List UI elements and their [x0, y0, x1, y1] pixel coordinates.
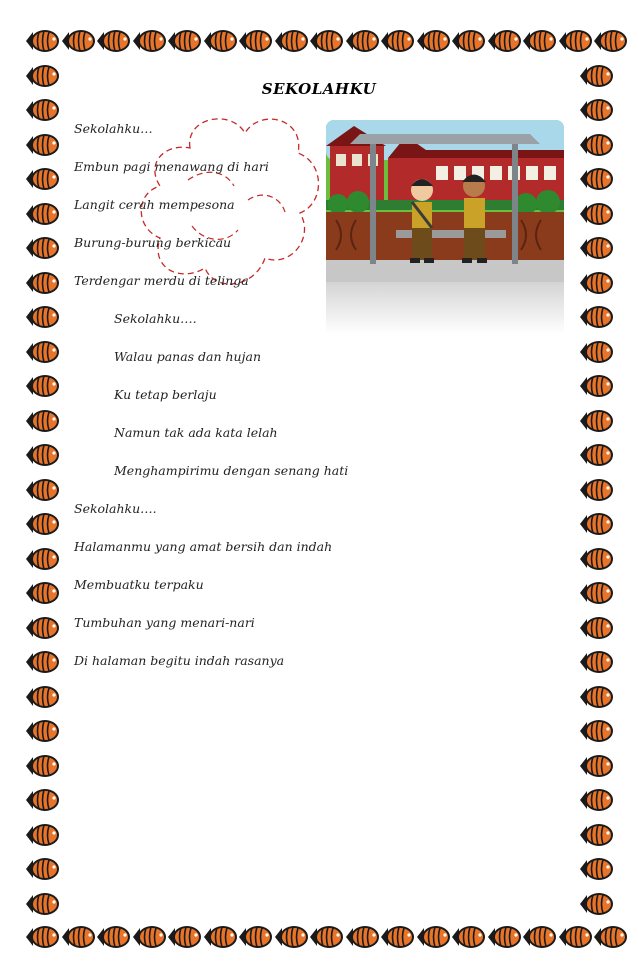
poem-line: Burung-burung berkicau: [74, 235, 232, 250]
fish-icon: [488, 28, 522, 54]
poem-line: Tumbuhan yang menari-nari: [74, 615, 255, 630]
fish-icon: [580, 891, 614, 917]
fish-icon: [26, 615, 60, 641]
fish-icon: [26, 132, 60, 158]
poem-line: Menghampirimu dengan senang hati: [114, 463, 349, 478]
fish-icon: [26, 511, 60, 537]
fish-icon: [168, 924, 202, 950]
fish-icon: [204, 924, 238, 950]
fish-icon: [580, 649, 614, 675]
poem-line: Namun tak ada kata lelah: [114, 425, 278, 440]
fish-icon: [26, 753, 60, 779]
fish-icon: [580, 408, 614, 434]
fish-icon: [580, 822, 614, 848]
fish-icon: [275, 924, 309, 950]
fish-icon: [594, 28, 628, 54]
fish-icon: [580, 270, 614, 296]
fish-icon: [26, 339, 60, 365]
fish-icon: [580, 235, 614, 261]
fish-icon: [417, 924, 451, 950]
poem-line: Sekolahku….: [114, 311, 197, 326]
fish-icon: [381, 924, 415, 950]
fish-icon: [26, 235, 60, 261]
fish-icon: [381, 28, 415, 54]
fish-icon: [580, 132, 614, 158]
fish-icon: [346, 28, 380, 54]
poem-line: Halamanmu yang amat bersih dan indah: [74, 539, 333, 554]
fish-icon: [26, 649, 60, 675]
fish-icon: [559, 28, 593, 54]
fish-icon: [97, 28, 131, 54]
fish-icon: [26, 373, 60, 399]
fish-icon: [580, 753, 614, 779]
fish-icon: [523, 924, 557, 950]
fish-icon: [580, 304, 614, 330]
fish-icon: [62, 28, 96, 54]
fish-icon: [26, 718, 60, 744]
fish-icon: [580, 477, 614, 503]
fish-icon: [523, 28, 557, 54]
poem-line: Terdengar merdu di telinga: [74, 273, 249, 288]
fish-icon: [580, 718, 614, 744]
fish-icon: [580, 615, 614, 641]
fish-icon: [97, 924, 131, 950]
poem-line: Embun pagi menawang di hari: [74, 159, 269, 174]
fish-icon: [26, 304, 60, 330]
fish-icon: [452, 924, 486, 950]
fish-icon: [594, 924, 628, 950]
fish-icon: [26, 684, 60, 710]
fish-icon: [26, 201, 60, 227]
fish-icon: [26, 408, 60, 434]
poem-line: Di halaman begitu indah rasanya: [74, 653, 285, 668]
fish-icon: [26, 97, 60, 123]
fish-icon: [26, 166, 60, 192]
fish-icon: [346, 924, 380, 950]
fish-icon: [26, 28, 60, 54]
fish-icon: [26, 270, 60, 296]
poem-line: Membuatku terpaku: [74, 577, 204, 592]
poem-line: Sekolahku….: [74, 501, 157, 516]
fish-icon: [488, 924, 522, 950]
fish-icon: [26, 924, 60, 950]
fish-icon: [580, 684, 614, 710]
fish-icon: [26, 787, 60, 813]
fish-icon: [580, 442, 614, 468]
fish-icon: [580, 373, 614, 399]
fish-icon: [62, 924, 96, 950]
fish-icon: [26, 580, 60, 606]
fish-icon: [133, 924, 167, 950]
fish-icon: [580, 97, 614, 123]
poem-line: Langit cerah mempesona: [74, 197, 235, 212]
fish-icon: [580, 856, 614, 882]
fish-icon: [275, 28, 309, 54]
fish-icon: [239, 924, 273, 950]
fish-icon: [133, 28, 167, 54]
fish-icon: [580, 201, 614, 227]
fish-icon: [26, 822, 60, 848]
fish-icon: [580, 511, 614, 537]
fish-icon: [26, 442, 60, 468]
fish-icon: [310, 924, 344, 950]
fish-icon: [26, 477, 60, 503]
fish-icon: [26, 891, 60, 917]
students-illustration: [326, 120, 564, 334]
fish-icon: [26, 856, 60, 882]
fish-icon: [204, 28, 238, 54]
fish-icon: [580, 580, 614, 606]
fish-icon: [26, 546, 60, 572]
poem-line: Sekolahku…: [74, 121, 153, 136]
poem-line: Walau panas dan hujan: [114, 349, 261, 364]
fish-icon: [168, 28, 202, 54]
fish-icon: [580, 546, 614, 572]
fish-icon: [559, 924, 593, 950]
fish-icon: [580, 339, 614, 365]
fish-icon: [239, 28, 273, 54]
fish-icon: [310, 28, 344, 54]
fish-icon: [580, 166, 614, 192]
poem-title: SEKOLAHKU: [261, 80, 377, 98]
fish-icon: [580, 787, 614, 813]
fish-icon: [452, 28, 486, 54]
poem-line: Ku tetap berlaju: [114, 387, 217, 402]
fish-icon: [417, 28, 451, 54]
